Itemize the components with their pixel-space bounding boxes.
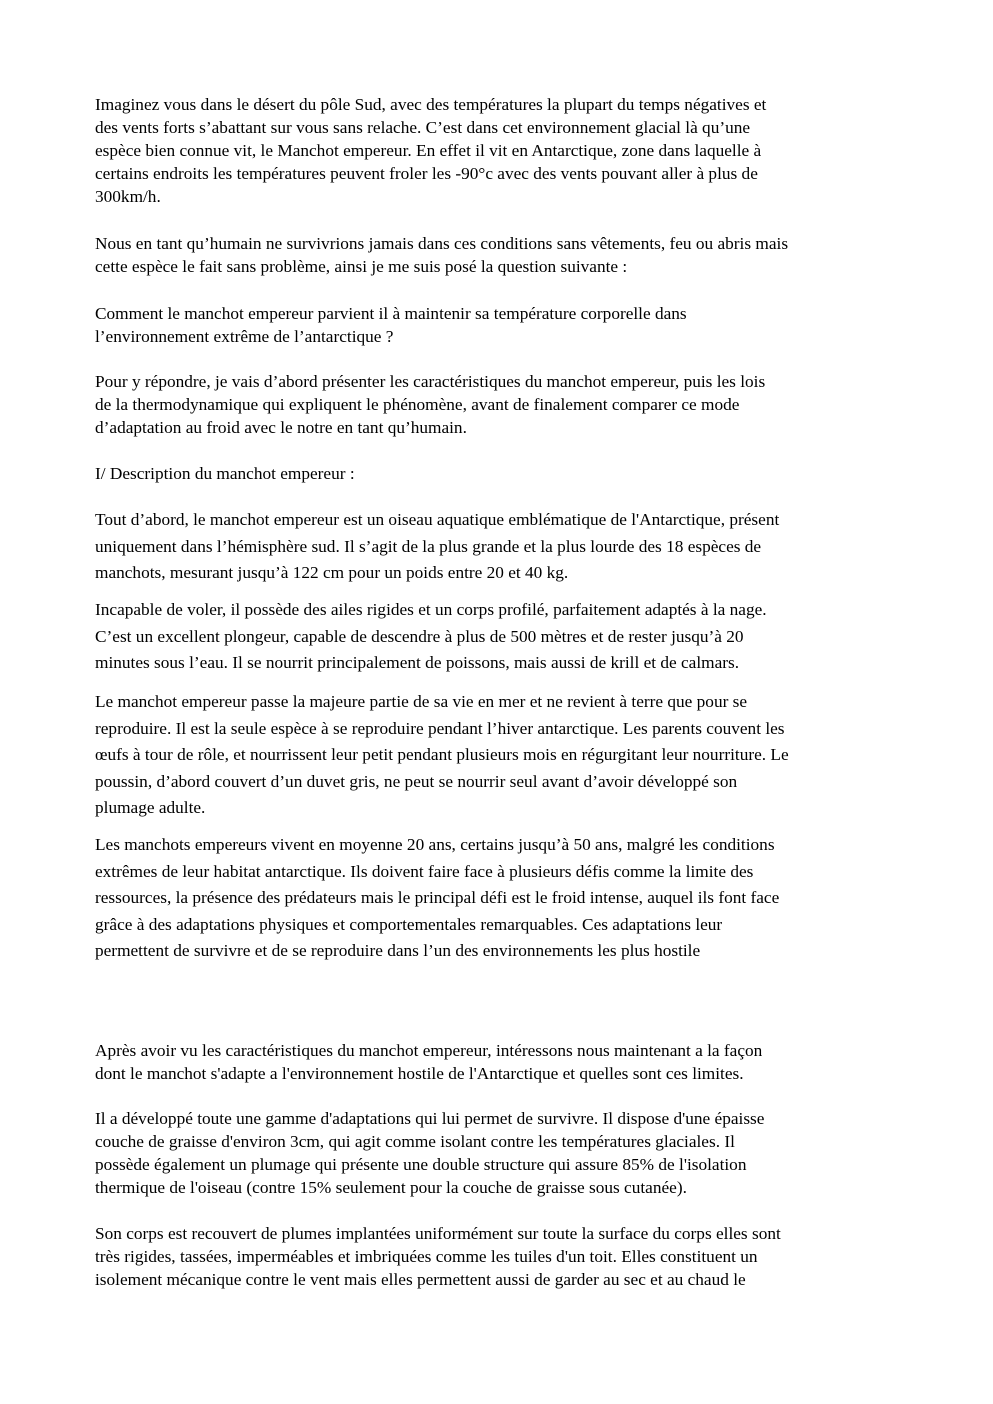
text-line: très rigides, tassées, imperméables et imbriquées comme les tuiles d'un toit. Elles constituent un <box>95 1247 758 1266</box>
text-line: possède également un plumage qui présente une double structure qui assure 85% de l'isolation <box>95 1155 747 1174</box>
text-line: Incapable de voler, il possède des ailes rigides et un corps profilé, parfaitement adaptés à la nage. <box>95 600 767 619</box>
text-line: 300km/h. <box>95 187 161 206</box>
text-line: des vents forts s’abattant sur vous sans relache. C’est dans cet environnement glacial là qu’une <box>95 118 751 137</box>
text-line: isolement mécanique contre le vent mais elles permettent aussi de garder au sec et au chaud le <box>95 1270 746 1289</box>
text-line: Après avoir vu les caractéristiques du manchot empereur, intéressons nous maintenant a la façon <box>95 1041 763 1060</box>
intro-paragraph <box>95 93 766 208</box>
text-line: cette espèce le fait sans problème, ainsi je me suis posé la question suivante : <box>95 257 628 276</box>
text-line: grâce à des adaptations physiques et comportementales remarquables. Ces adaptations leur <box>95 914 723 934</box>
lifespan-paragraph <box>95 832 779 965</box>
section-heading <box>95 462 355 485</box>
text-line: d’adaptation au froid avec le notre en tant qu’humain. <box>95 418 467 437</box>
text-line: Tout d’abord, le manchot empereur est un oiseau aquatique emblématique de l'Antarctique, présent <box>95 510 780 529</box>
text-line: uniquement dans l’hémisphère sud. Il s’agit de la plus grande et la plus lourde des 18 espèces de <box>95 536 762 556</box>
description-paragraph <box>95 507 779 587</box>
text-line: Nous en tant qu’humain ne survivrions jamais dans ces conditions sans vêtements, feu ou abris mais <box>95 234 789 253</box>
text-line: ressources, la présence des prédateurs mais le principal défi est le froid intense, auquel ils font face <box>95 888 780 907</box>
text-line: Pour y répondre, je vais d’abord présenter les caractéristiques du manchot empereur, puis les lois <box>95 372 766 391</box>
text-line: poussin, d’abord couvert d’un duvet gris, ne peut se nourrir seul avant d’avoir développé son <box>95 771 738 791</box>
text-line: permettent de survivre et de se reproduire dans l’un des environnements les plus hostile <box>95 941 701 960</box>
text-line: Son corps est recouvert de plumes implantées uniformément sur toute la surface du corps elles sont <box>95 1224 781 1243</box>
text-line: C’est un excellent plongeur, capable de descendre à plus de 500 mètres et de rester jusqu’à 20 <box>95 626 744 646</box>
text-line: Comment le manchot empereur parvient il à maintenir sa température corporelle dans <box>95 304 687 323</box>
text-line: Les manchots empereurs vivent en moyenne 20 ans, certains jusqu’à 50 ans, malgré les conditions <box>95 835 775 854</box>
swimming-paragraph <box>95 597 767 677</box>
text-line: plumage adulte. <box>95 798 206 817</box>
insulation-paragraph <box>95 1107 764 1199</box>
text-line: œufs à tour de rôle, et nourrissent leur petit pendant plusieurs mois en régurgitant leur nourriture. Le <box>95 745 789 764</box>
text-line: manchots, mesurant jusqu’à 122 cm pour un poids entre 20 et 40 kg. <box>95 563 569 582</box>
text-line: espèce bien connue vit, le Manchot empereur. En effet il vit en Antarctique, zone dans laquelle à <box>95 141 762 160</box>
text-line: couche de graisse d'environ 3cm, qui agit comme isolant contre les températures glaciales. Il <box>95 1132 735 1151</box>
text-line: Le manchot empereur passe la majeure partie de sa vie en mer et ne revient à terre que pour se <box>95 692 748 711</box>
text-line: extrêmes de leur habitat antarctique. Ils doivent faire face à plusieurs défis comme la limite des <box>95 861 754 881</box>
problem-statement <box>95 302 687 348</box>
transition-paragraph <box>95 1039 762 1085</box>
text-line: Imaginez vous dans le désert du pôle Sud, avec des températures la plupart du temps négatives et <box>95 95 767 114</box>
text-line: reproduire. Il est la seule espèce à se reproduire pendant l’hiver antarctique. Les parents couvent les <box>95 718 785 738</box>
text-line: I/ Description du manchot empereur : <box>95 464 355 483</box>
text-line: certains endroits les températures peuvent froler les -90°c avec des vents pouvant aller à plus de <box>95 164 758 183</box>
plan-paragraph <box>95 370 765 439</box>
text-line: l’environnement extrême de l’antarctique ? <box>95 327 394 346</box>
text-line: Il a développé toute une gamme d'adaptations qui lui permet de survivre. Il dispose d'une épaisse <box>95 1109 765 1128</box>
text-line: de la thermodynamique qui expliquent le phénomène, avant de finalement comparer ce mode <box>95 395 740 414</box>
text-line: thermique de l'oiseau (contre 15% seulement pour la couche de graisse sous cutanée). <box>95 1178 687 1197</box>
feathers-paragraph <box>95 1222 781 1291</box>
text-line: minutes sous l’eau. Il se nourrit principalement de poissons, mais aussi de krill et de calmars. <box>95 653 740 672</box>
text-line: dont le manchot s'adapte a l'environnement hostile de l'Antarctique et quelles sont ces limites. <box>95 1064 744 1083</box>
context-paragraph <box>95 232 788 278</box>
reproduction-paragraph <box>95 689 789 822</box>
